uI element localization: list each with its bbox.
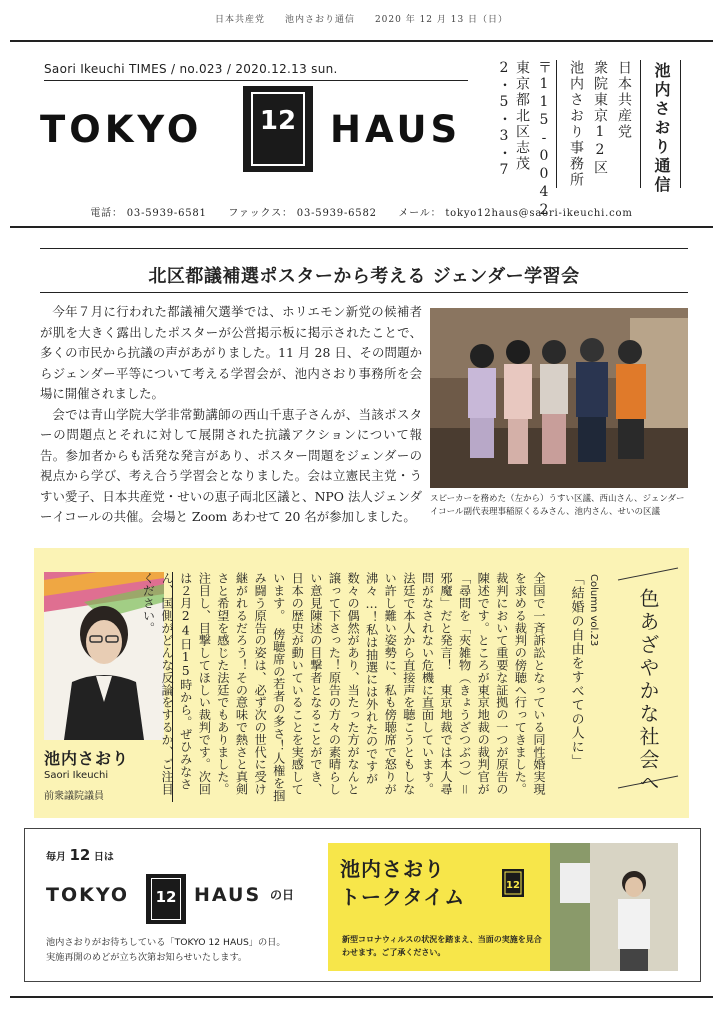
- talk-time-banner: [328, 843, 550, 971]
- door-icon: [243, 86, 313, 172]
- small-tokyo-12-haus-logo: [46, 876, 316, 916]
- person-title: 前衆議院議員: [44, 791, 104, 802]
- talk-title-line-1: 池内さおり: [340, 857, 445, 881]
- newsletter-dateline: 日本共産党 池内さおり通信 2020 年 12 月 13 日（日）: [214, 15, 509, 25]
- photo-caption: スピーカーを務めた（左から）うすい区議、西山さん、ジェンダーイコール副代表理事稲原くるみさん、池内さん、せいの区議: [430, 494, 685, 517]
- person-name-english: Saori Ikeuchi: [44, 770, 109, 781]
- address-line-2: 東京都北区志茂: [514, 60, 530, 172]
- issue-underline: [44, 80, 468, 81]
- district-name: 衆院東京12区: [592, 60, 608, 176]
- column-label: Column vol.23: [588, 574, 599, 647]
- monthly-label: [46, 846, 114, 864]
- footer-rule: [10, 996, 713, 998]
- article-body: [40, 302, 422, 528]
- address-divider: [556, 60, 557, 188]
- contact-info: 電話： 03-5939-6581 ファックス： 03-5939-6582 メール： tokyo12haus@saori-ikeuchi.com: [90, 208, 633, 219]
- article-paragraph-1: 今年７月に行われた都議補欠選挙では、ホリエモン新党の候補者が肌を大きく露出したポスターが公営掲示板に掲示されたことで、多くの市民から抗議の声があがりました。11 月 28 日、その問題からジェンダー平等について考える学習会が、池内さおり事務所を会場に開催されました。: [40, 304, 422, 401]
- postal-code: 〒115-0042: [536, 60, 552, 220]
- column-body: 全国で一斉訴訟となっている同性婚実現を求める裁判の傍聴へ行ってきました。裁判において重要な証拠の一つが原告の陳述です。ところが東京地裁の裁判官が「尋問を「夾雑物（きょうざつぶつ）＝邪魔」だと発言！ 東京地裁では本人尋問がなされない危機に直面しています。法廷で本人から直接声を聴こうともしない許し難い姿勢に、私も傍聴席で怒りが沸々…！私は抽選には外れたのですが数々の偶然があり、当たった方がなんと譲って下さった！原告の方々の素晴らしい意見陳述の目撃者となることができ、日本の歴史が動いていることを実感しています。 傍聴席の若者の多さ！人権を掴み闘う原告の姿は、必ず次の世代に受け継がれるだろう！その意味で熱さと真剣さと希望を感じた法廷でもありました。注目し、目撃してほしい裁判です。次回は２月24日15時から。ぜひみなさん、国側がどんな反論をするか、ご注目ください。: [141, 572, 546, 802]
- small-logo-number: 12: [155, 888, 177, 906]
- monthly-prefix: 毎月: [46, 852, 66, 863]
- title-divider-left: [640, 60, 641, 188]
- article-headline: 北区都議補選ポスターから考える ジェンダー学習会: [148, 266, 580, 287]
- office-name: 池内さおり事務所: [568, 60, 584, 188]
- issue-line: Saori Ikeuchi TIMES / no.023 / 2020.12.13 sun.: [44, 62, 338, 76]
- monthly-suffix: 日は: [93, 852, 114, 863]
- small-door-icon: [146, 874, 186, 924]
- party-name: 日本共産党: [616, 60, 632, 140]
- small-logo-suffix: の日: [270, 888, 295, 902]
- talk-notice: 新型コロナウィルスの状況を踏まえ、当面の実施を見合わせます。ご了承ください。: [342, 935, 542, 957]
- newsletter-vertical-title: 池内さおり通信: [652, 62, 671, 195]
- note-line-2: 実施再開のめどが立ち次第お知らせいたします。: [46, 952, 248, 963]
- article-paragraph-2: 会では青山学院大学非常勤講師の西山千恵子さんが、当該ポスターの問題点とそれに対して展開された抗議アクションについて報告。参加者からも活発な発言があり、ポスター問題をジェンダーの視点から学び、考え合う学習会となりました。会は立憲民主党・うすい愛子、日本共産党・せいの恵子両北区議と、NPO 法人ジェンダーイコールの共催。会場と Zoom あわせて 20 名が参加しました。: [40, 406, 422, 524]
- talk-title-line-2: トークタイム: [340, 885, 466, 909]
- tokyo-12-haus-day-note: [46, 935, 326, 965]
- small-logo-left: TOKYO: [46, 884, 130, 906]
- column-heading: 色あざやかな社会へ: [636, 588, 660, 795]
- header-bottom-rule: [10, 226, 713, 228]
- header-top-rule: [10, 40, 713, 42]
- talk-logo-icon: [488, 851, 542, 921]
- person-name: 池内さおり: [44, 749, 130, 768]
- note-line-1: 池内さおりがお待ちしている「TOKYO 12 HAUS」の日。: [46, 937, 286, 948]
- title-divider-right: [680, 60, 681, 188]
- headline-top-rule: [40, 248, 688, 249]
- small-logo-right: HAUS: [194, 884, 262, 906]
- logo-text-right: HAUS: [330, 108, 462, 151]
- talk-event-photo: [550, 843, 678, 971]
- address-line-1: 2・5・3・7: [496, 60, 512, 180]
- monthly-number: 12: [69, 846, 91, 864]
- study-session-photo: [430, 308, 688, 488]
- svg-text:12: 12: [506, 880, 520, 891]
- logo-number: 12: [259, 106, 297, 136]
- tokyo-12-haus-logo: [40, 100, 460, 162]
- logo-text-left: TOKYO: [40, 108, 203, 151]
- column-title: 「結婚の自由をすべての人に」: [568, 572, 584, 768]
- headline-bottom-rule: [40, 292, 688, 293]
